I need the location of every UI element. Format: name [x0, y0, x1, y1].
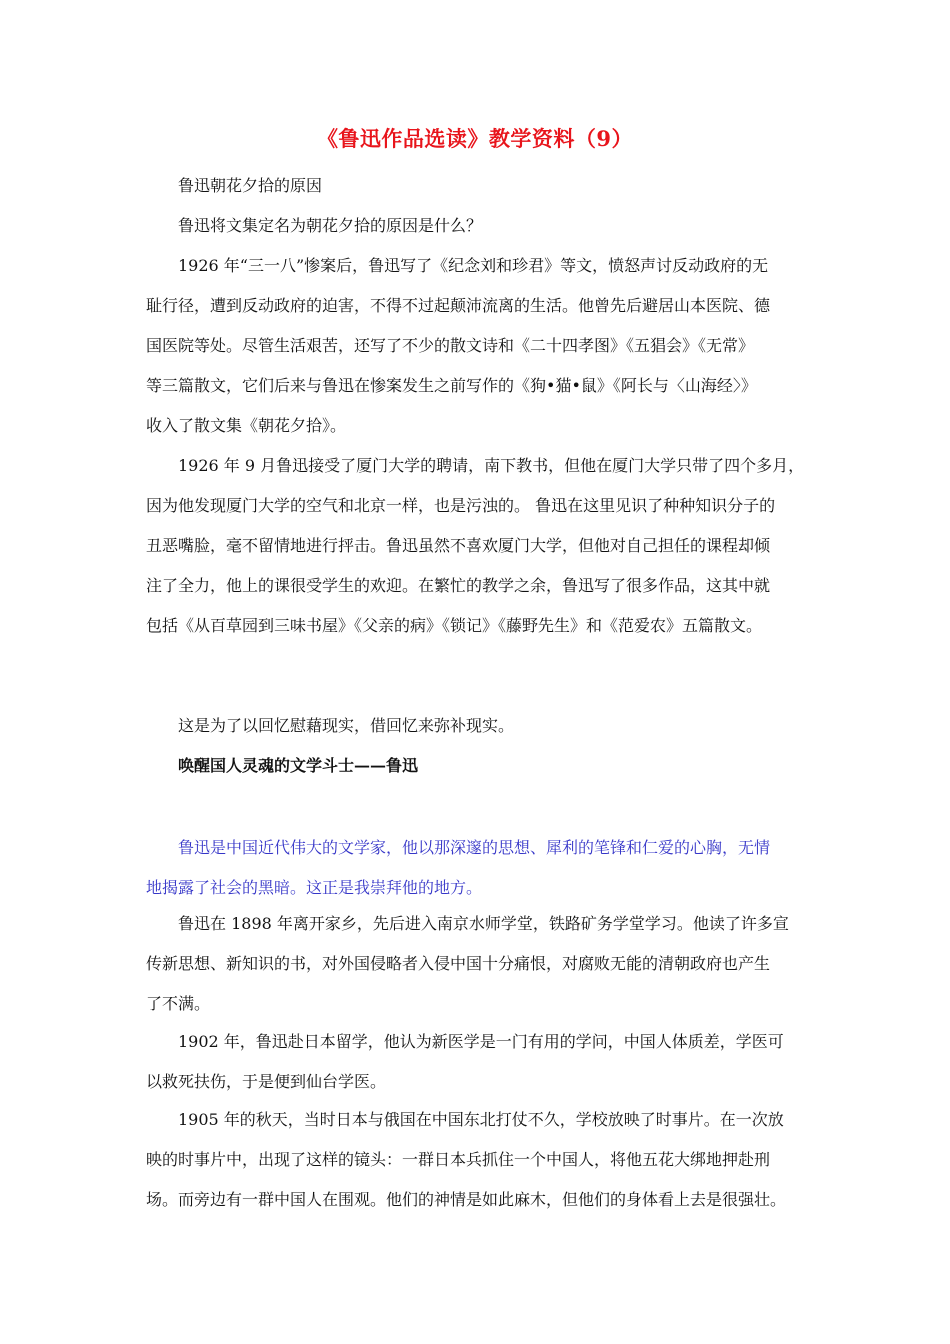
section2-paragraph-3	[146, 1100, 808, 1220]
paragraph-line: 因为他发现厦门大学的空气和北京一样，也是污浊的。 鲁迅在这里见识了种种知识分子的	[146, 496, 776, 515]
paragraph-line: 注了全力，他上的课很受学生的欢迎。在繁忙的教学之余，鲁迅写了很多作品，这其中就	[146, 576, 771, 595]
section1-paragraph-1	[146, 246, 808, 446]
paragraph-line: 了不满。	[146, 994, 211, 1013]
section1-answer	[146, 706, 808, 746]
paragraph-line: 场。而旁边有一群中国人在围观。他们的神情是如此麻木，但他们的身体看上去是很强壮。	[146, 1190, 787, 1209]
section2-paragraph-1	[146, 904, 808, 1024]
section1-paragraph-2	[146, 446, 808, 646]
paragraph-line: 1905 年的秋天，当时日本与俄国在中国东北打仗不久，学校放映了时事片。在一次放	[178, 1110, 784, 1129]
section2-intro	[146, 828, 808, 908]
paragraph-line: 传新思想、新知识的书，对外国侵略者入侵中国十分痛恨，对腐败无能的清朝政府也产生	[146, 954, 771, 973]
paragraph-line: 1926 年 9 月鲁迅接受了厦门大学的聘请，南下教书，但他在厦门大学只带了四个多月，	[178, 456, 805, 475]
paragraph-line: 等三篇散文，它们后来与鲁迅在惨案发生之前写作的《狗•猫•鼠》《阿长与〈山海经〉》	[146, 376, 757, 395]
document-title: 《鲁迅作品选读》教学资料（9）	[316, 126, 634, 151]
paragraph-line: 收入了散文集《朝花夕拾》。	[146, 416, 347, 435]
paragraph-line: 1926 年“三一八”惨案后，鲁迅写了《纪念刘和珍君》等文，愤怒声讨反动政府的无	[178, 256, 769, 275]
paragraph-line: 映的时事片中，出现了这样的镜头：一群日本兵抓住一个中国人，将他五花大绑地押赴刑	[146, 1150, 771, 1169]
section1-question-text: 鲁迅将文集定名为朝花夕拾的原因是什么？	[178, 216, 483, 235]
section1-heading	[146, 166, 808, 206]
section1-question	[146, 206, 808, 246]
paragraph-line: 鲁迅在 1898 年离开家乡，先后进入南京水师学堂，铁路矿务学堂学习。他读了许多宣	[178, 914, 789, 933]
paragraph-line: 以救死扶伤，于是便到仙台学医。	[146, 1072, 387, 1091]
section2-paragraph-2	[146, 1022, 808, 1102]
paragraph-line: 1902 年，鲁迅赴日本留学，他认为新医学是一门有用的学问，中国人体质差，学医可	[178, 1032, 784, 1051]
section2-heading-text: 唤醒国人灵魂的文学斗士——鲁迅	[178, 756, 419, 775]
section1-heading-text: 鲁迅朝花夕拾的原因	[178, 176, 323, 195]
paragraph-line: 包括《从百草园到三味书屋》《父亲的病》《锁记》《藤野先生》和《范爱农》五篇散文。	[146, 616, 763, 635]
paragraph-line: 耻行径，遭到反动政府的迫害，不得不过起颠沛流离的生活。他曾先后避居山本医院、德	[146, 296, 771, 315]
paragraph-line: 丑恶嘴脸，毫不留情地进行抨击。鲁迅虽然不喜欢厦门大学，但他对自己担任的课程却倾	[146, 536, 771, 555]
section2-heading	[146, 746, 808, 786]
paragraph-line: 鲁迅是中国近代伟大的文学家，他以那深邃的思想、犀利的笔锋和仁爱的心胸，无情	[178, 838, 771, 857]
paragraph-line: 地揭露了社会的黑暗。这正是我崇拜他的地方。	[146, 878, 483, 897]
section1-answer-text: 这是为了以回忆慰藉现实，借回忆来弥补现实。	[178, 716, 515, 735]
paragraph-line: 国医院等处。尽管生活艰苦，还写了不少的散文诗和《二十四孝图》《五猖会》《无常》	[146, 336, 755, 355]
